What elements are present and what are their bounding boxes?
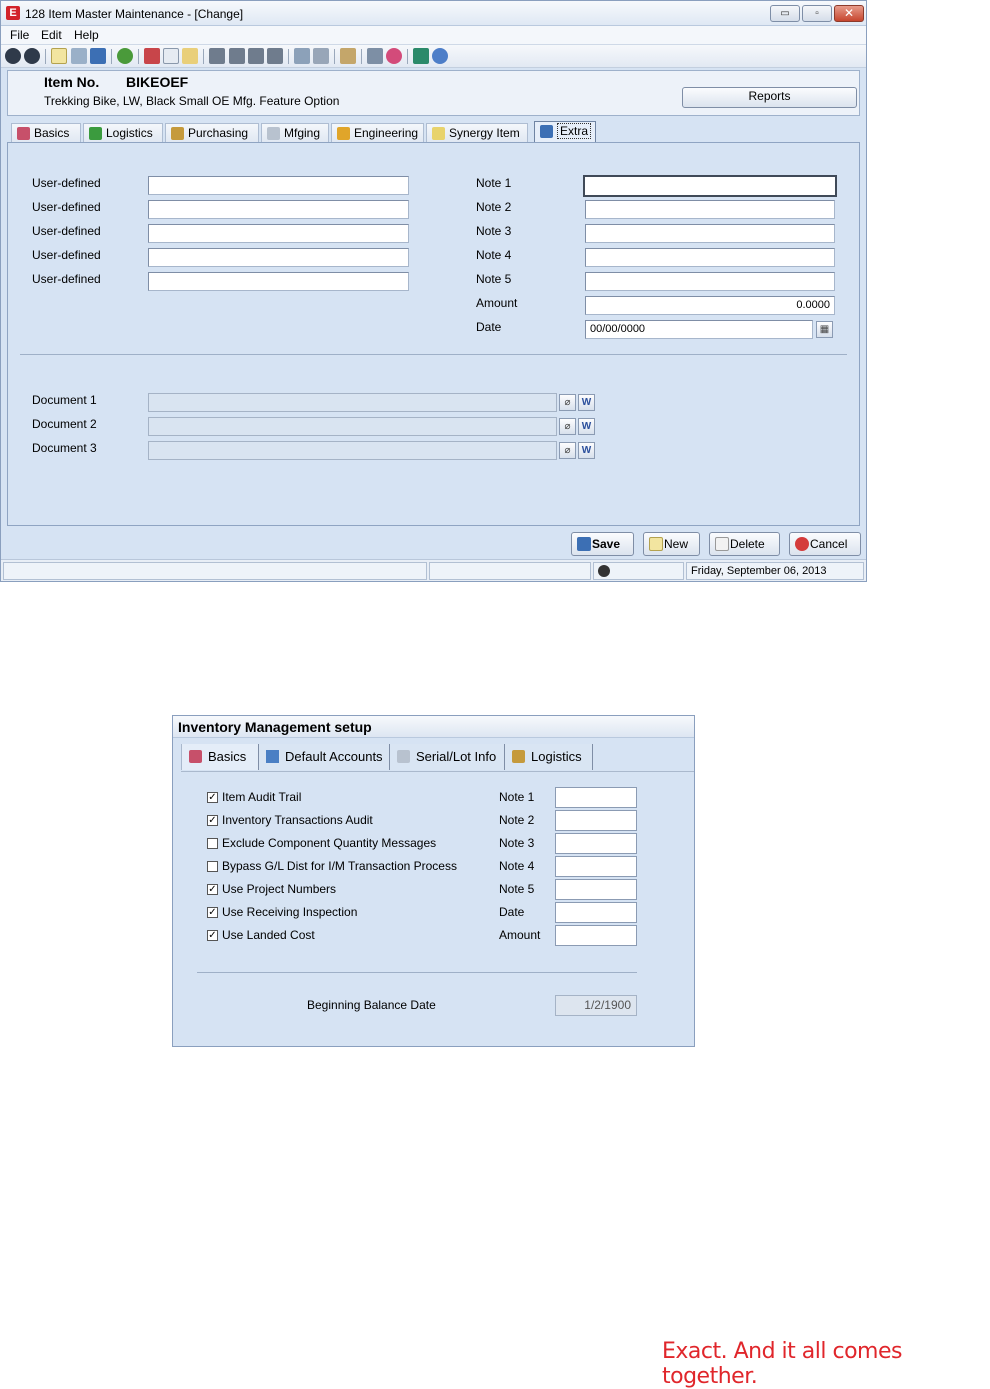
user-defined-label-5: User-defined bbox=[32, 272, 101, 286]
tab-synergy-item[interactable]: Synergy Item bbox=[426, 123, 528, 143]
attach-icon[interactable]: ⌀ bbox=[559, 394, 576, 411]
menu-file[interactable]: File bbox=[10, 28, 30, 42]
amount-label: Amount bbox=[476, 296, 518, 310]
basics-icon bbox=[189, 750, 202, 763]
cut-icon[interactable] bbox=[144, 48, 160, 64]
user-defined-label-4: User-defined bbox=[32, 248, 101, 262]
checkbox-inventory-transactions-audit[interactable]: ✓ bbox=[208, 815, 217, 826]
clipboard-icon bbox=[512, 750, 525, 763]
user-defined-field-4[interactable] bbox=[148, 248, 409, 267]
extra-icon bbox=[540, 125, 553, 138]
note-3-field[interactable] bbox=[555, 833, 637, 854]
note-2-field[interactable] bbox=[555, 810, 637, 831]
note-4-field[interactable] bbox=[585, 248, 835, 267]
item-description: Trekking Bike, LW, Black Small OE Mfg. Feature Option bbox=[44, 94, 340, 108]
tab-extra[interactable]: Extra bbox=[534, 121, 596, 143]
amount-field[interactable] bbox=[555, 925, 637, 946]
item-no-value: BIKEOEF bbox=[126, 74, 189, 90]
word-doc-icon[interactable]: W bbox=[578, 442, 595, 459]
export-icon[interactable] bbox=[294, 48, 310, 64]
status-date: Friday, September 06, 2013 bbox=[686, 562, 864, 580]
note-4-label: Note 4 bbox=[499, 859, 535, 873]
document-3-label: Document 3 bbox=[32, 441, 97, 455]
new-button[interactable]: New bbox=[643, 532, 700, 556]
amount-field[interactable]: 0.0000 bbox=[585, 296, 835, 315]
user-defined-field-1[interactable] bbox=[148, 176, 409, 195]
undo-icon[interactable] bbox=[117, 48, 133, 64]
item-header bbox=[7, 70, 860, 116]
previous-record-icon[interactable] bbox=[229, 48, 245, 64]
basics-panel bbox=[181, 771, 694, 1046]
note-2-label: Note 2 bbox=[476, 200, 512, 214]
tab-logistics[interactable]: Logistics bbox=[505, 744, 593, 770]
calendar-icon[interactable]: ▦ bbox=[816, 321, 833, 338]
user-defined-label-2: User-defined bbox=[32, 200, 101, 214]
checkbox-item-audit-trail[interactable]: ✓ bbox=[208, 792, 217, 803]
note-5-label: Note 5 bbox=[499, 882, 535, 896]
checkbox-label: Use Landed Cost bbox=[222, 928, 315, 942]
paste-icon[interactable] bbox=[182, 48, 198, 64]
word-doc-icon[interactable]: W bbox=[578, 394, 595, 411]
status-cell-2 bbox=[429, 562, 591, 580]
restore-button[interactable]: ▫ bbox=[802, 5, 832, 22]
notes-icon[interactable] bbox=[340, 48, 356, 64]
delete-button[interactable]: Delete bbox=[709, 532, 780, 556]
checkbox-use-receiving-inspection[interactable]: ✓ bbox=[208, 907, 217, 918]
tab-basics[interactable]: Basics bbox=[11, 123, 81, 143]
user-defined-label-3: User-defined bbox=[32, 224, 101, 238]
new-file-icon[interactable] bbox=[51, 48, 67, 64]
tab-mfging[interactable]: Mfging bbox=[261, 123, 329, 143]
checkbox-label: Bypass G/L Dist for I/M Transaction Process bbox=[222, 859, 457, 873]
note-4-label: Note 4 bbox=[476, 248, 512, 262]
print-icon[interactable] bbox=[313, 48, 329, 64]
user-defined-label-1: User-defined bbox=[32, 176, 101, 190]
tab-logistics[interactable]: Logistics bbox=[83, 123, 163, 143]
inventory-setup-window bbox=[172, 715, 695, 1047]
note-1-label: Note 1 bbox=[499, 790, 535, 804]
colors-icon[interactable] bbox=[386, 48, 402, 64]
reports-button[interactable]: Reports bbox=[682, 87, 857, 108]
document-1-label: Document 1 bbox=[32, 393, 97, 407]
note-1-field[interactable] bbox=[583, 175, 837, 197]
checkbox-label: Use Receiving Inspection bbox=[222, 905, 358, 919]
save-button[interactable]: Save bbox=[571, 532, 634, 556]
beginning-balance-field[interactable]: 1/2/1900 bbox=[555, 995, 637, 1016]
last-record-icon[interactable] bbox=[267, 48, 283, 64]
checkbox-exclude-component-quantity[interactable] bbox=[207, 838, 218, 849]
status-bar bbox=[1, 559, 866, 581]
checkbox-use-project-numbers[interactable]: ✓ bbox=[208, 884, 217, 895]
open-icon[interactable] bbox=[71, 48, 87, 64]
document-2-label: Document 2 bbox=[32, 417, 97, 431]
note-2-field[interactable] bbox=[585, 200, 835, 219]
menu-edit[interactable]: Edit bbox=[41, 28, 62, 42]
cancel-icon bbox=[795, 537, 809, 551]
note-3-label: Note 3 bbox=[476, 224, 512, 238]
item-tabs bbox=[7, 121, 860, 143]
checkbox-label: Inventory Transactions Audit bbox=[222, 813, 373, 827]
beginning-balance-label: Beginning Balance Date bbox=[307, 998, 436, 1012]
date-label: Date bbox=[476, 320, 502, 334]
tab-engineering[interactable]: Engineering bbox=[331, 123, 424, 143]
extra-tab-panel bbox=[7, 142, 860, 526]
note-3-label: Note 3 bbox=[499, 836, 535, 850]
note-3-field[interactable] bbox=[585, 224, 835, 243]
document-1-field[interactable] bbox=[148, 393, 557, 412]
mfging-icon bbox=[267, 127, 280, 140]
status-user-cell bbox=[593, 562, 684, 580]
back-icon[interactable] bbox=[5, 48, 21, 64]
save-icon bbox=[577, 537, 591, 551]
help-icon[interactable] bbox=[432, 48, 448, 64]
synergy-item-icon bbox=[432, 127, 445, 140]
note-1-field[interactable] bbox=[555, 787, 637, 808]
date-field[interactable] bbox=[555, 902, 637, 923]
window-title: Inventory Management setup bbox=[173, 716, 694, 738]
checkbox-label: Use Project Numbers bbox=[222, 882, 337, 896]
document-2-field[interactable] bbox=[148, 417, 557, 436]
section-divider bbox=[20, 354, 847, 355]
forward-icon[interactable] bbox=[24, 48, 40, 64]
toolbar bbox=[1, 45, 866, 68]
checkbox-label: Exclude Component Quantity Messages bbox=[222, 836, 437, 850]
tab-serial-lot-info[interactable]: Serial/Lot Info bbox=[390, 744, 505, 770]
attach-icon[interactable]: ⌀ bbox=[559, 442, 576, 459]
logistics-icon bbox=[89, 127, 102, 140]
date-label: Date bbox=[499, 905, 525, 919]
close-button[interactable]: ✕ bbox=[834, 5, 864, 22]
tab-purchasing[interactable]: Purchasing bbox=[165, 123, 259, 143]
section-divider bbox=[197, 972, 637, 973]
triangle-down-icon bbox=[266, 750, 279, 763]
minimize-button[interactable]: ▭ bbox=[770, 5, 800, 22]
basics-icon bbox=[17, 127, 30, 140]
note-2-label: Note 2 bbox=[499, 813, 535, 827]
exact-app-icon: E bbox=[6, 6, 20, 20]
new-icon bbox=[649, 537, 663, 551]
item-no-label: Item No. bbox=[44, 74, 100, 90]
user-defined-field-3[interactable] bbox=[148, 224, 409, 243]
word-doc-icon[interactable]: W bbox=[578, 418, 595, 435]
menu-bar bbox=[1, 26, 866, 45]
copy-icon[interactable] bbox=[163, 48, 179, 64]
title-bar bbox=[1, 1, 866, 26]
note-5-field[interactable] bbox=[585, 272, 835, 291]
note-4-field[interactable] bbox=[555, 856, 637, 877]
box-icon bbox=[397, 750, 410, 763]
document-3-field[interactable] bbox=[148, 441, 557, 460]
note-5-field[interactable] bbox=[555, 879, 637, 900]
window-title: 128 Item Master Maintenance - [Change] bbox=[25, 7, 244, 21]
calculator-icon[interactable] bbox=[413, 48, 429, 64]
user-defined-field-2[interactable] bbox=[148, 200, 409, 219]
note-1-label: Note 1 bbox=[476, 176, 512, 190]
checkbox-bypass-gl-dist[interactable] bbox=[207, 861, 218, 872]
chart-icon[interactable] bbox=[367, 48, 383, 64]
item-master-window bbox=[0, 0, 867, 582]
user-defined-field-5[interactable] bbox=[148, 272, 409, 291]
tab-basics[interactable]: Basics bbox=[181, 744, 259, 770]
tagline: Exact. And it all comes together. bbox=[662, 1339, 902, 1389]
delete-icon bbox=[715, 537, 729, 551]
status-cell-1 bbox=[3, 562, 427, 580]
checkbox-label: Item Audit Trail bbox=[222, 790, 302, 804]
first-record-icon[interactable] bbox=[209, 48, 225, 64]
engineering-icon bbox=[337, 127, 350, 140]
tab-default-accounts[interactable]: Default Accounts bbox=[259, 744, 390, 770]
next-record-icon[interactable] bbox=[248, 48, 264, 64]
note-5-label: Note 5 bbox=[476, 272, 512, 286]
date-field[interactable]: 00/00/0000 bbox=[585, 320, 813, 339]
amount-label: Amount bbox=[499, 928, 541, 942]
cancel-button[interactable]: Cancel bbox=[789, 532, 861, 556]
save-icon[interactable] bbox=[90, 48, 106, 64]
checkbox-use-landed-cost[interactable]: ✓ bbox=[208, 930, 217, 941]
user-icon bbox=[598, 565, 610, 577]
menu-help[interactable]: Help bbox=[74, 28, 99, 42]
attach-icon[interactable]: ⌀ bbox=[559, 418, 576, 435]
purchasing-icon bbox=[171, 127, 184, 140]
